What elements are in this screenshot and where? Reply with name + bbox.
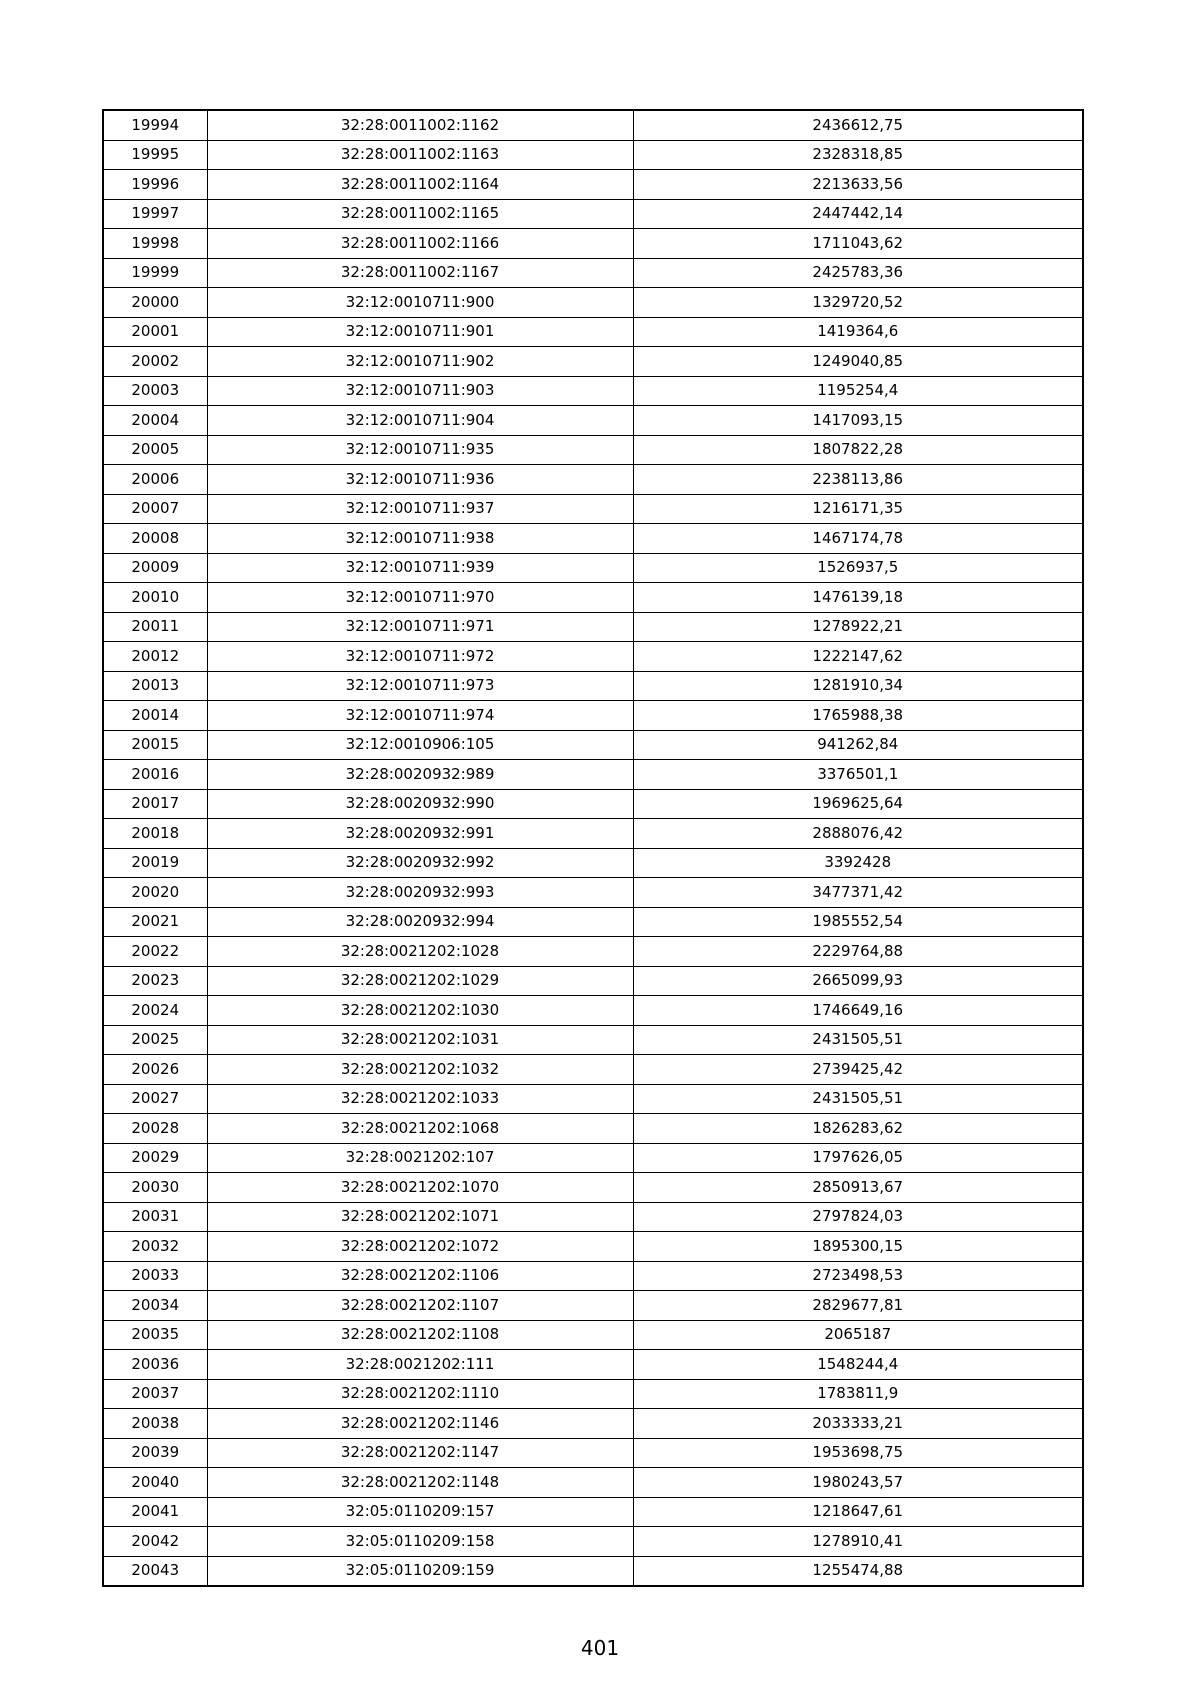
table-row [103,612,1083,642]
cadastral-number-cell: 32:28:0021202:1030 [207,996,633,1026]
table-row [103,406,1083,436]
table-row [103,1468,1083,1498]
table-row [103,1143,1083,1173]
value-cell: 1797626,05 [633,1143,1083,1173]
row-number-cell: 20041 [103,1497,207,1527]
row-number-cell: 20030 [103,1173,207,1203]
table-row [103,288,1083,318]
row-number-cell: 20017 [103,789,207,819]
value-cell: 3392428 [633,848,1083,878]
value-cell: 3376501,1 [633,760,1083,790]
cadastral-number-cell: 32:12:0010711:973 [207,671,633,701]
cadastral-number-cell: 32:28:0011002:1163 [207,140,633,170]
value-cell: 1419364,6 [633,317,1083,347]
table-row [103,1173,1083,1203]
row-number-cell: 20039 [103,1438,207,1468]
value-cell: 2425783,36 [633,258,1083,288]
table-row [103,199,1083,229]
row-number-cell: 20036 [103,1350,207,1380]
row-number-cell: 20008 [103,524,207,554]
value-cell: 1476139,18 [633,583,1083,613]
cadastral-number-cell: 32:12:0010711:939 [207,553,633,583]
value-cell: 2328318,85 [633,140,1083,170]
row-number-cell: 20028 [103,1114,207,1144]
value-cell: 2431505,51 [633,1025,1083,1055]
table-row [103,1232,1083,1262]
value-cell: 2065187 [633,1320,1083,1350]
row-number-cell: 20009 [103,553,207,583]
value-cell: 1467174,78 [633,524,1083,554]
value-cell: 2436612,75 [633,110,1083,140]
cadastral-number-cell: 32:28:0011002:1165 [207,199,633,229]
row-number-cell: 20033 [103,1261,207,1291]
row-number-cell: 20029 [103,1143,207,1173]
row-number-cell: 20006 [103,465,207,495]
table-row [103,347,1083,377]
table-row [103,1556,1083,1586]
table-row [103,1438,1083,1468]
table-row [103,760,1083,790]
table-row [103,671,1083,701]
value-cell: 2665099,93 [633,966,1083,996]
row-number-cell: 20014 [103,701,207,731]
row-number-cell: 20040 [103,1468,207,1498]
value-cell: 2238113,86 [633,465,1083,495]
table-row [103,435,1083,465]
table-row [103,1409,1083,1439]
table-row [103,1202,1083,1232]
row-number-cell: 20037 [103,1379,207,1409]
row-number-cell: 20011 [103,612,207,642]
value-cell: 2797824,03 [633,1202,1083,1232]
cadastral-number-cell: 32:28:0021202:1031 [207,1025,633,1055]
cadastral-number-cell: 32:12:0010711:972 [207,642,633,672]
cadastral-number-cell: 32:28:0011002:1162 [207,110,633,140]
cadastral-number-cell: 32:28:0021202:1106 [207,1261,633,1291]
table-row [103,878,1083,908]
value-cell: 1278922,21 [633,612,1083,642]
table-row [103,848,1083,878]
cadastral-number-cell: 32:28:0021202:1068 [207,1114,633,1144]
table-row [103,376,1083,406]
row-number-cell: 20012 [103,642,207,672]
row-number-cell: 20031 [103,1202,207,1232]
value-cell: 1281910,34 [633,671,1083,701]
row-number-cell: 19999 [103,258,207,288]
row-number-cell: 20035 [103,1320,207,1350]
row-number-cell: 20001 [103,317,207,347]
cadastral-number-cell: 32:28:0020932:993 [207,878,633,908]
cadastral-number-cell: 32:12:0010711:974 [207,701,633,731]
value-cell: 1711043,62 [633,229,1083,259]
cadastral-number-cell: 32:28:0021202:1071 [207,1202,633,1232]
cadastral-number-cell: 32:12:0010711:902 [207,347,633,377]
cadastral-number-cell: 32:28:0011002:1164 [207,170,633,200]
table-row [103,1084,1083,1114]
row-number-cell: 20021 [103,907,207,937]
row-number-cell: 19997 [103,199,207,229]
table-row [103,1350,1083,1380]
cadastral-number-cell: 32:12:0010711:900 [207,288,633,318]
cadastral-number-cell: 32:12:0010711:903 [207,376,633,406]
cadastral-number-cell: 32:12:0010711:971 [207,612,633,642]
cadastral-number-cell: 32:12:0010711:901 [207,317,633,347]
row-number-cell: 20032 [103,1232,207,1262]
row-number-cell: 19994 [103,110,207,140]
cadastral-number-cell: 32:28:0021202:1072 [207,1232,633,1262]
table-row [103,1497,1083,1527]
registry-table [102,109,1084,1587]
cadastral-number-cell: 32:12:0010711:936 [207,465,633,495]
value-cell: 1329720,52 [633,288,1083,318]
table-row [103,1025,1083,1055]
table-row [103,937,1083,967]
row-number-cell: 20038 [103,1409,207,1439]
row-number-cell: 20018 [103,819,207,849]
value-cell: 2431505,51 [633,1084,1083,1114]
value-cell: 2739425,42 [633,1055,1083,1085]
table-row [103,258,1083,288]
cadastral-number-cell: 32:28:0021202:1070 [207,1173,633,1203]
value-cell: 1218647,61 [633,1497,1083,1527]
table-row [103,170,1083,200]
row-number-cell: 20026 [103,1055,207,1085]
value-cell: 1985552,54 [633,907,1083,937]
cadastral-number-cell: 32:05:0110209:159 [207,1556,633,1586]
row-number-cell: 20019 [103,848,207,878]
cadastral-number-cell: 32:28:0020932:989 [207,760,633,790]
row-number-cell: 19998 [103,229,207,259]
value-cell: 1980243,57 [633,1468,1083,1498]
table-row [103,907,1083,937]
row-number-cell: 20023 [103,966,207,996]
cadastral-number-cell: 32:28:0021202:1028 [207,937,633,967]
row-number-cell: 20000 [103,288,207,318]
table-row [103,553,1083,583]
table-row [103,494,1083,524]
registry-table-body [103,110,1083,1586]
cadastral-number-cell: 32:28:0021202:1110 [207,1379,633,1409]
value-cell: 1195254,4 [633,376,1083,406]
table-row [103,966,1083,996]
cadastral-number-cell: 32:12:0010711:935 [207,435,633,465]
value-cell: 1783811,9 [633,1379,1083,1409]
table-row [103,1114,1083,1144]
value-cell: 2850913,67 [633,1173,1083,1203]
value-cell: 2888076,42 [633,819,1083,849]
row-number-cell: 19995 [103,140,207,170]
row-number-cell: 20007 [103,494,207,524]
cadastral-number-cell: 32:28:0020932:994 [207,907,633,937]
row-number-cell: 20004 [103,406,207,436]
cadastral-number-cell: 32:05:0110209:158 [207,1527,633,1557]
value-cell: 1826283,62 [633,1114,1083,1144]
row-number-cell: 20043 [103,1556,207,1586]
value-cell: 1953698,75 [633,1438,1083,1468]
cadastral-number-cell: 32:28:0021202:111 [207,1350,633,1380]
value-cell: 1807822,28 [633,435,1083,465]
value-cell: 941262,84 [633,730,1083,760]
row-number-cell: 20042 [103,1527,207,1557]
table-row [103,229,1083,259]
table-row [103,642,1083,672]
row-number-cell: 20013 [103,671,207,701]
row-number-cell: 20025 [103,1025,207,1055]
row-number-cell: 20022 [103,937,207,967]
table-row [103,730,1083,760]
cadastral-number-cell: 32:12:0010906:105 [207,730,633,760]
value-cell: 1746649,16 [633,996,1083,1026]
cadastral-number-cell: 32:05:0110209:157 [207,1497,633,1527]
cadastral-number-cell: 32:28:0020932:990 [207,789,633,819]
row-number-cell: 19996 [103,170,207,200]
cadastral-number-cell: 32:28:0021202:1148 [207,1468,633,1498]
value-cell: 1895300,15 [633,1232,1083,1262]
table-row [103,1291,1083,1321]
value-cell: 1278910,41 [633,1527,1083,1557]
row-number-cell: 20015 [103,730,207,760]
row-number-cell: 20024 [103,996,207,1026]
value-cell: 2033333,21 [633,1409,1083,1439]
value-cell: 2213633,56 [633,170,1083,200]
row-number-cell: 20020 [103,878,207,908]
value-cell: 2229764,88 [633,937,1083,967]
value-cell: 2447442,14 [633,199,1083,229]
table-row [103,583,1083,613]
cadastral-number-cell: 32:28:0021202:1147 [207,1438,633,1468]
cadastral-number-cell: 32:12:0010711:970 [207,583,633,613]
table-row [103,317,1083,347]
value-cell: 1216171,35 [633,494,1083,524]
table-row [103,1527,1083,1557]
value-cell: 1526937,5 [633,553,1083,583]
table-row [103,996,1083,1026]
row-number-cell: 20027 [103,1084,207,1114]
table-row [103,701,1083,731]
row-number-cell: 20010 [103,583,207,613]
value-cell: 1249040,85 [633,347,1083,377]
table-row [103,819,1083,849]
cadastral-number-cell: 32:28:0021202:1108 [207,1320,633,1350]
table-row [103,140,1083,170]
value-cell: 1417093,15 [633,406,1083,436]
value-cell: 2723498,53 [633,1261,1083,1291]
table-row [103,1055,1083,1085]
value-cell: 1255474,88 [633,1556,1083,1586]
cadastral-number-cell: 32:28:0021202:1107 [207,1291,633,1321]
value-cell: 1969625,64 [633,789,1083,819]
row-number-cell: 20002 [103,347,207,377]
cadastral-number-cell: 32:28:0011002:1167 [207,258,633,288]
value-cell: 2829677,81 [633,1291,1083,1321]
row-number-cell: 20005 [103,435,207,465]
table-row [103,1320,1083,1350]
table-row [103,465,1083,495]
row-number-cell: 20016 [103,760,207,790]
table-row [103,1379,1083,1409]
value-cell: 1548244,4 [633,1350,1083,1380]
row-number-cell: 20003 [103,376,207,406]
cadastral-number-cell: 32:28:0011002:1166 [207,229,633,259]
value-cell: 3477371,42 [633,878,1083,908]
table-row [103,524,1083,554]
cadastral-number-cell: 32:28:0020932:991 [207,819,633,849]
table-row [103,1261,1083,1291]
cadastral-number-cell: 32:28:0020932:992 [207,848,633,878]
value-cell: 1222147,62 [633,642,1083,672]
cadastral-number-cell: 32:12:0010711:904 [207,406,633,436]
cadastral-number-cell: 32:28:0021202:1029 [207,966,633,996]
row-number-cell: 20034 [103,1291,207,1321]
page-number: 401 [580,1636,620,1660]
cadastral-number-cell: 32:28:0021202:1033 [207,1084,633,1114]
table-row [103,789,1083,819]
table-row [103,110,1083,140]
cadastral-number-cell: 32:28:0021202:1032 [207,1055,633,1085]
cadastral-number-cell: 32:12:0010711:937 [207,494,633,524]
cadastral-number-cell: 32:12:0010711:938 [207,524,633,554]
value-cell: 1765988,38 [633,701,1083,731]
cadastral-number-cell: 32:28:0021202:107 [207,1143,633,1173]
cadastral-number-cell: 32:28:0021202:1146 [207,1409,633,1439]
